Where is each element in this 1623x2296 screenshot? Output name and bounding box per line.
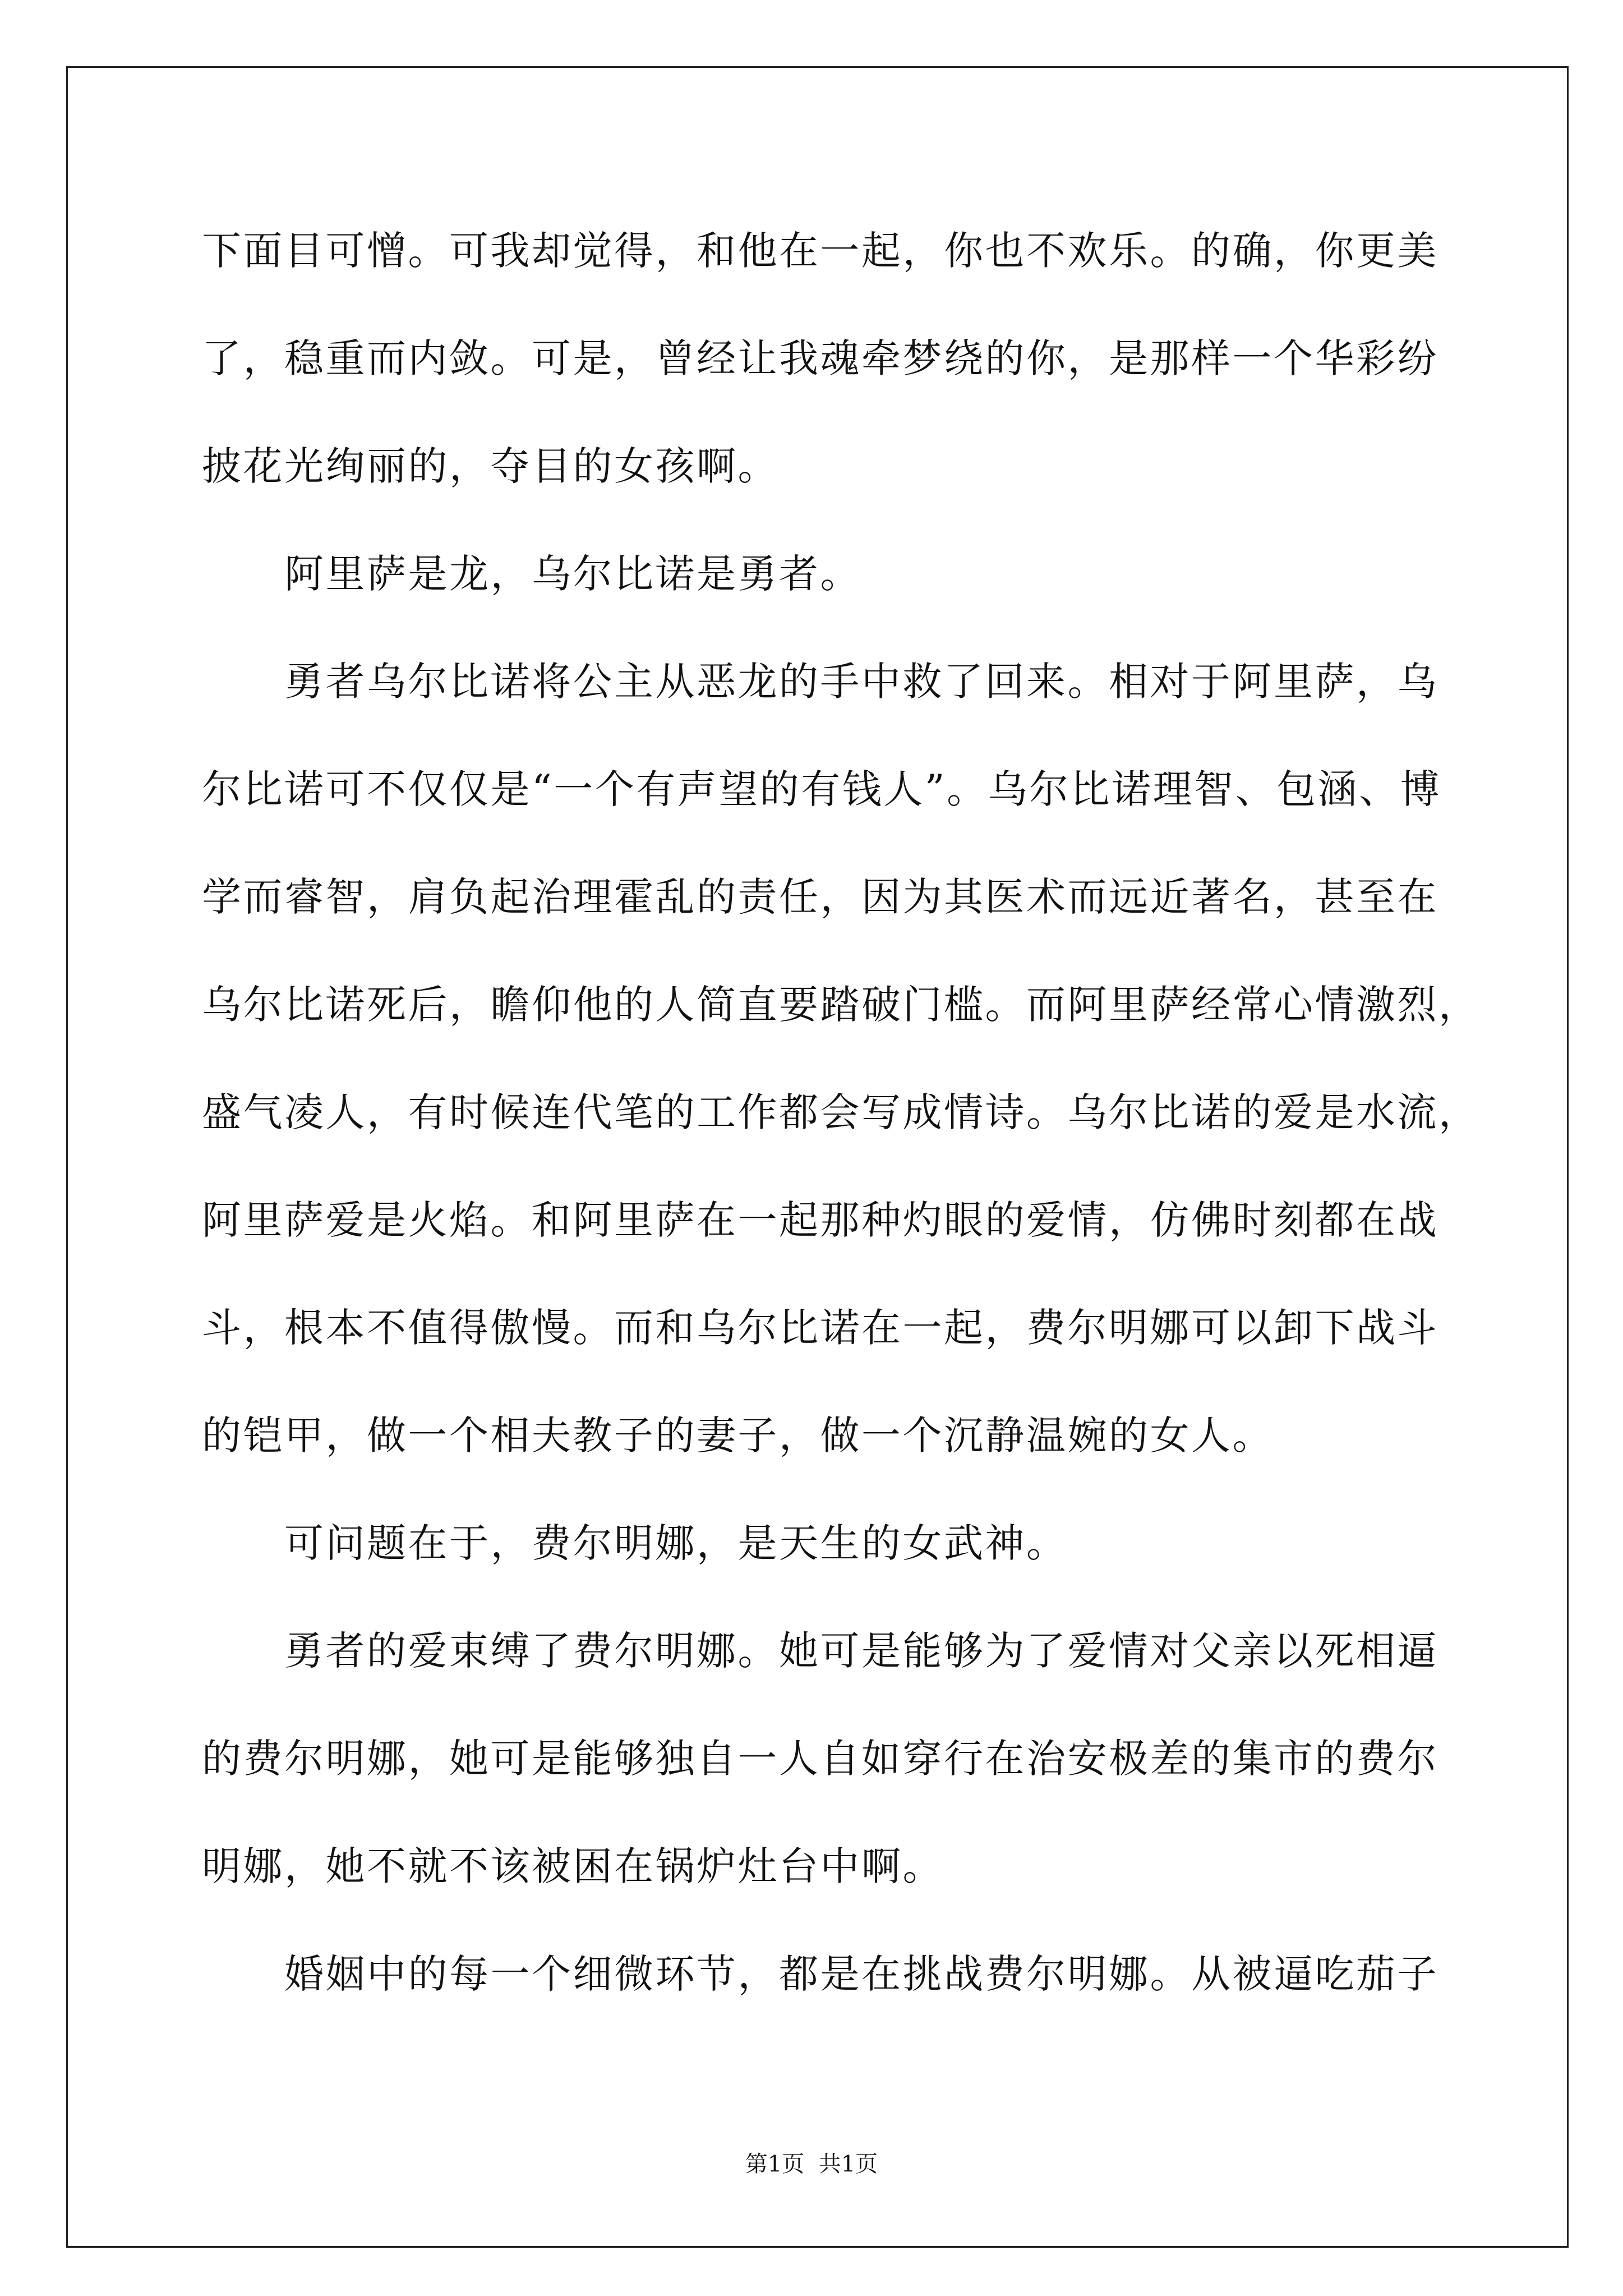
paragraph-first-line: 勇者的爱束缚了费尔明娜。她可是能够为了爱情对父亲以死相逼 — [284, 1628, 1438, 1674]
body-text-line: 的费尔明娜，她可是能够独自一人自如穿行在治安极差的集市的费尔 — [202, 1736, 1438, 1782]
body-text-line: 披花光绚丽的，夺目的女孩啊。 — [202, 443, 779, 489]
body-text-line: 的铠甲，做一个相夫教子的妻子，做一个沉静温婉的女人。 — [202, 1412, 1274, 1458]
body-text-line: 尔比诺可不仅仅是“一个有声望的有钱人”。乌尔比诺理智、包涵、博 — [202, 766, 1442, 812]
body-text-line: 乌尔比诺死后，瞻仰他的人简直要踏破门槛。而阿里萨经常心情激烈， — [202, 982, 1480, 1028]
body-text-line: 盛气凌人，有时候连代笔的工作都会写成情诗。乌尔比诺的爱是水流， — [202, 1089, 1480, 1135]
body-text-line: 学而睿智，肩负起治理霍乱的责任，因为其医术而远近著名，甚至在 — [202, 874, 1438, 920]
paragraph-first-line: 勇者乌尔比诺将公主从恶龙的手中救了回来。相对于阿里萨，乌 — [284, 659, 1438, 705]
body-text-line: 下面目可憎。可我却觉得，和他在一起，你也不欢乐。的确，你更美 — [202, 228, 1438, 274]
paragraph-first-line: 婚姻中的每一个细微环节，都是在挑战费尔明娜。从被逼吃茄子 — [284, 1951, 1438, 1997]
body-text-line: 明娜，她不就不该被困在锅炉灶台中啊。 — [202, 1843, 944, 1889]
page-number-footer: 第1页 共1页 — [745, 2151, 878, 2177]
body-text-line: 了，稳重而内敛。可是，曾经让我魂牵梦绕的你，是那样一个华彩纷 — [202, 335, 1438, 381]
paragraph-first-line: 可问题在于，费尔明娜，是天生的女武神。 — [284, 1520, 1068, 1566]
paragraph-first-line: 阿里萨是龙，乌尔比诺是勇者。 — [284, 551, 861, 597]
body-text-line: 斗，根本不值得傲慢。而和乌尔比诺在一起，费尔明娜可以卸下战斗 — [202, 1305, 1438, 1351]
body-text-line: 阿里萨爱是火焰。和阿里萨在一起那种灼眼的爱情，仿佛时刻都在战 — [202, 1197, 1438, 1243]
